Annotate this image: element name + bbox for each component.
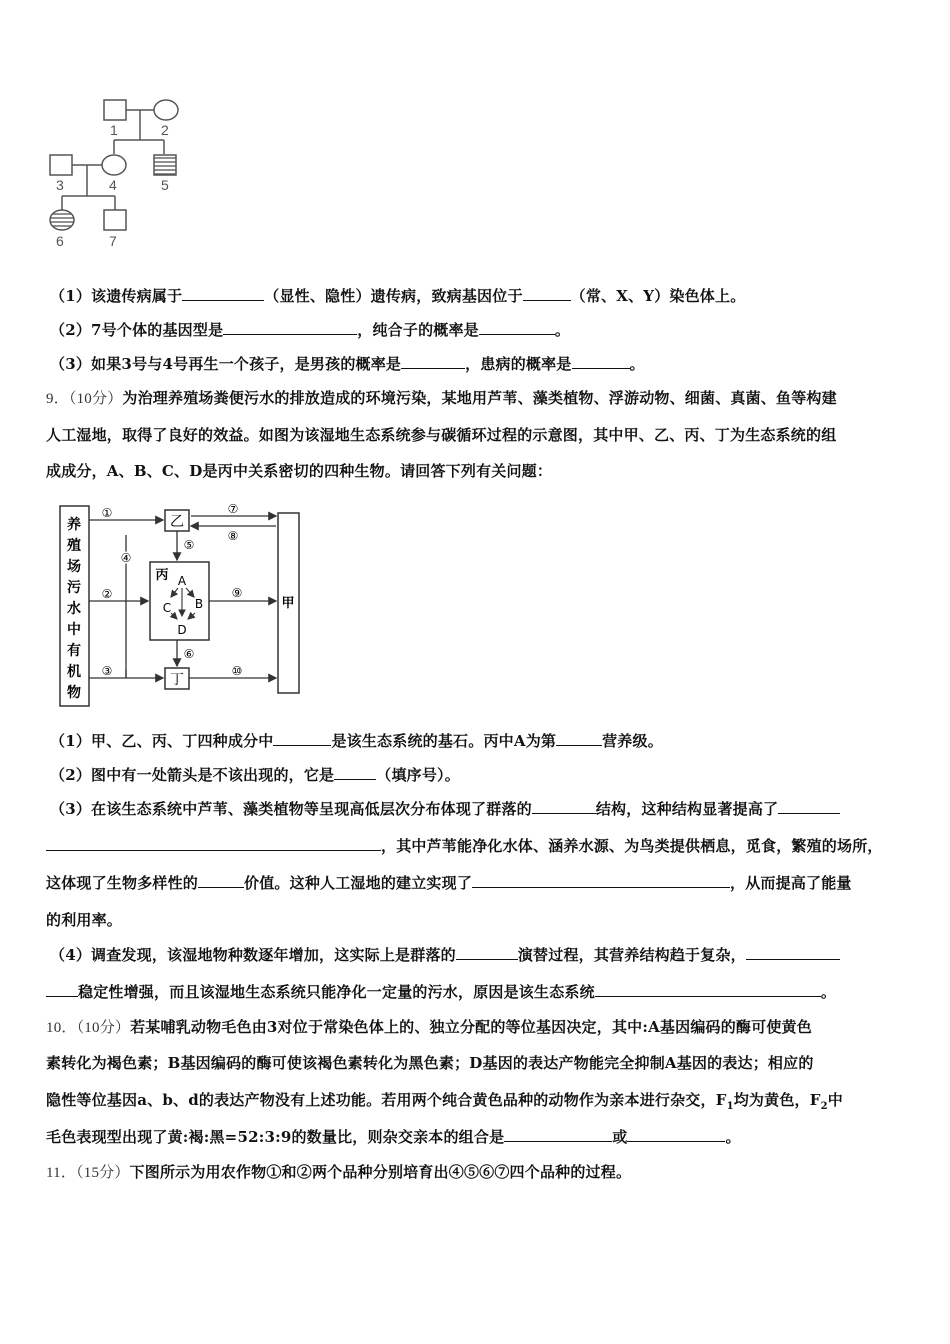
answer-blank[interactable]	[746, 945, 840, 960]
pedigree-label-5: 5	[161, 177, 169, 193]
answer-blank[interactable]	[273, 731, 331, 746]
q11-text: 11．（15分）下图所示为用农作物①和②两个品种分别培育出④⑤⑥⑦四个品种的过程。	[46, 1163, 632, 1181]
pedigree-label-7: 7	[109, 233, 117, 249]
q9-sub4: 稳定性增强，而且该湿地生态系统只能净化一定量的污水，原因是该生态系统 。	[46, 982, 836, 1002]
organism-B: B	[194, 597, 204, 611]
arrow-label-10: ⑩	[231, 664, 243, 678]
q9-sub1: （1）甲、乙、丙、丁四种成分中 是该生态系统的基石。丙中A为第 营养级。	[50, 732, 663, 750]
answer-blank[interactable]	[572, 354, 630, 369]
q9-sub3: ，其中芦苇能净化水体、涵养水源、为鸟类提供栖息，觅食，繁殖的场所，	[46, 836, 883, 856]
source-char: 机	[67, 664, 81, 680]
source-char: 养	[67, 517, 81, 533]
pedigree-individual-4	[102, 155, 126, 175]
answer-blank[interactable]	[778, 799, 840, 814]
ding-label: 丁	[170, 672, 184, 688]
pedigree-individual-6	[50, 210, 74, 230]
source-char: 污	[67, 580, 81, 596]
answer-blank[interactable]	[627, 1127, 725, 1142]
answer-blank[interactable]	[401, 354, 465, 369]
q8-sub1: （1）该遗传病属于 （显性、隐性）遗传病，致病基因位于 （常、X、Y）染色体上。	[50, 287, 746, 305]
organism-A: A	[177, 574, 187, 588]
jia-label: 甲	[281, 596, 295, 611]
q10-text: 素转化为褐色素；B基因编码的酶可使该褐色素转化为黑色素；D基因的表达产物能完全抑制A基因的表达；相应的	[46, 1054, 814, 1072]
answer-blank[interactable]	[46, 982, 78, 997]
answer-blank[interactable]	[456, 945, 518, 960]
source-char: 殖	[67, 538, 81, 554]
q9-sub3: （3）在该生态系统中芦苇、藻类植物等呈现高低层次分布体现了群落的 结构，这种结构显著提高了	[50, 799, 840, 819]
q9-sub3: 的利用率。	[46, 911, 123, 929]
arrow-label-8: ⑧	[227, 529, 239, 543]
answer-blank[interactable]	[46, 836, 381, 851]
answer-blank[interactable]	[334, 765, 376, 780]
pedigree-individual-1	[104, 100, 126, 120]
arrow-label-5: ⑤	[183, 538, 195, 552]
answer-blank[interactable]	[182, 286, 264, 301]
arrow-label-2: ②	[101, 587, 113, 601]
q10-text: 10．（10分）若某哺乳动物毛色由3对位于常染色体上的、独立分配的等位基因决定，其中:A基因编码的酶可使黄色	[46, 1018, 812, 1036]
organism-C: C	[162, 601, 172, 615]
arrow-label-4: ④	[120, 551, 132, 565]
answer-blank[interactable]	[198, 873, 244, 888]
source-char: 中	[67, 622, 81, 638]
q8-sub3: （3）如果3号与4号再生一个孩子，是男孩的概率是 ，患病的概率是 。	[50, 355, 645, 373]
pedigree-individual-7	[104, 210, 126, 230]
pedigree-label-6: 6	[56, 233, 64, 249]
answer-blank[interactable]	[472, 873, 730, 888]
q9-sub3: 这体现了生物多样性的 价值。这种人工湿地的建立实现了 ，从而提高了能量	[46, 874, 852, 892]
pedigree-label-4: 4	[109, 177, 117, 193]
answer-blank[interactable]	[479, 320, 555, 335]
answer-blank[interactable]	[532, 799, 596, 814]
arrow-label-3: ③	[101, 664, 113, 678]
answer-blank[interactable]	[223, 320, 357, 335]
answer-blank[interactable]	[504, 1127, 612, 1142]
answer-blank[interactable]	[595, 982, 821, 997]
q10-text: 隐性等位基因a、b、d的表达产物没有上述功能。若用两个纯合黄色品种的动物作为亲本进行杂交，$F_1$均为黄色，$F_2$中	[46, 1091, 843, 1112]
yi-label: 乙	[170, 514, 184, 530]
arrow-label-6: ⑥	[183, 647, 195, 661]
source-char: 物	[67, 685, 81, 701]
bing-label: 丙	[155, 568, 169, 583]
pedigree-label-1: 1	[110, 122, 118, 138]
arrow-label-9: ⑨	[231, 586, 243, 600]
arrow-label-7: ⑦	[227, 502, 239, 516]
q9-intro: 人工湿地，取得了良好的效益。如图为该湿地生态系统参与碳循环过程的示意图，其中甲、乙、丙、丁为生态系统的组	[46, 426, 837, 444]
q9-sub4: （4）调查发现，该湿地物种数逐年增加，这实际上是群落的 演替过程，其营养结构趋于复杂，	[50, 945, 840, 965]
answer-blank[interactable]	[556, 731, 602, 746]
carbon-cycle-diagram	[50, 500, 312, 712]
q9-intro: 成成分，A、B、C、D是丙中关系密切的四种生物。请回答下列有关问题：	[46, 462, 553, 480]
pedigree-individual-5	[154, 155, 176, 175]
q9-intro: 9．（10分）为治理养殖场粪便污水的排放造成的环境污染，某地用芦苇、藻类植物、浮游动物、细菌、真菌、鱼等构建	[46, 389, 837, 407]
source-char: 场	[67, 559, 81, 575]
pedigree-individual-3	[50, 155, 72, 175]
source-char: 有	[67, 643, 81, 659]
pedigree-label-2: 2	[161, 122, 169, 138]
source-char: 水	[67, 601, 81, 617]
pedigree-individual-2	[154, 100, 178, 120]
organism-D: D	[177, 623, 187, 637]
answer-blank[interactable]	[523, 286, 571, 301]
q10-text: 毛色表现型出现了黄:褐:黑=52:3:9的数量比，则杂交亲本的组合是 或 。	[46, 1128, 741, 1146]
pedigree-label-3: 3	[56, 177, 64, 193]
q8-sub2: （2）7号个体的基因型是 ，纯合子的概率是 。	[50, 321, 571, 339]
arrow-label-1: ①	[101, 506, 113, 520]
q9-sub2: （2）图中有一处箭头是不该出现的，它是 （填序号）。	[50, 766, 460, 784]
pedigree-chart	[40, 92, 200, 257]
